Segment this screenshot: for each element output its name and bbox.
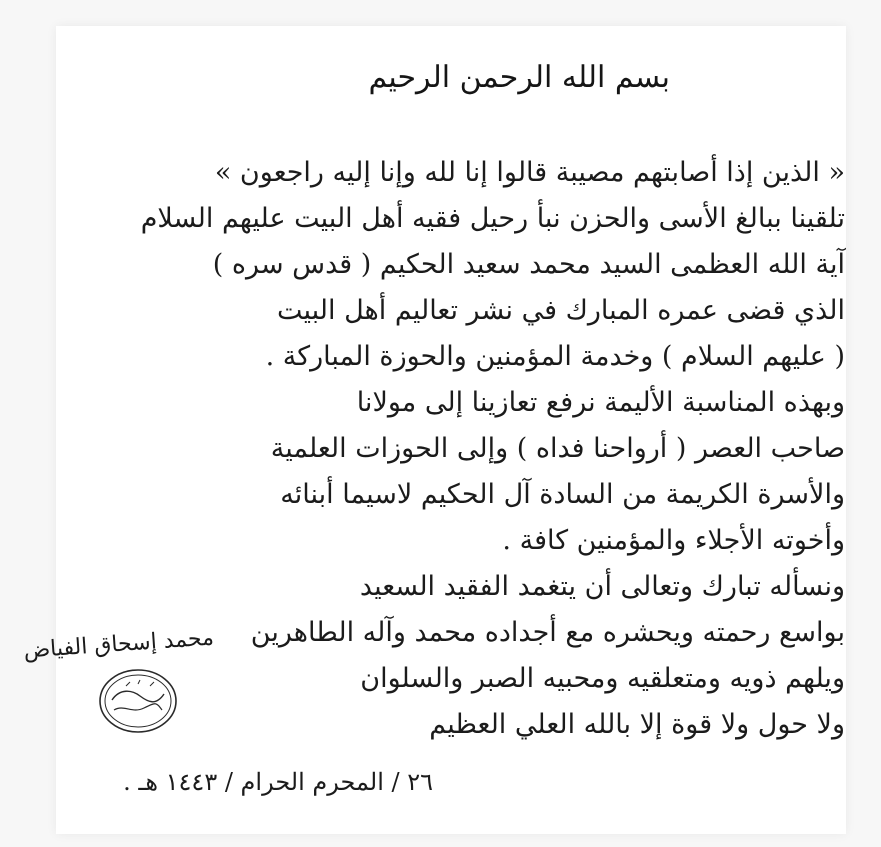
letter-line-10: ونسأله تبارك وتعالى أن يتغمد الفقيد السعيد	[359, 571, 845, 602]
letter-line-13: ولا حول ولا قوة إلا بالله العلي العظيم	[429, 709, 845, 740]
letter-line-9: وأخوته الأجلاء والمؤمنين كافة .	[502, 525, 845, 556]
seal-icon	[96, 666, 180, 736]
document-date: ٢٦ / المحرم الحرام / ١٤٤٣ هـ .	[123, 768, 433, 796]
letter-line-6: وبهذه المناسبة الأليمة نرفع تعازينا إلى مولانا	[356, 387, 845, 418]
letter-line-7: صاحب العصر ( أرواحنا فداه ) وإلى الحوزات العلمية	[270, 433, 845, 464]
signature-seal-block	[22, 625, 216, 746]
letter-line-5: ( عليهم السلام ) وخدمة المؤمنين والحوزة المباركة .	[265, 341, 845, 372]
letter-line-2: تلقينا ببالغ الأسى والحزن نبأ رحيل فقيه أهل البيت عليهم السلام	[140, 203, 845, 234]
letter-line-3: آية الله العظمى السيد محمد سعيد الحكيم ( قدس سره )	[212, 249, 845, 280]
letter-line-12: ويلهم ذويه ومتعلقيه ومحبيه الصبر والسلوان	[360, 663, 845, 694]
letter-line-4: الذي قضى عمره المبارك في نشر تعاليم أهل البيت	[276, 295, 845, 326]
letter-line-11: بواسع رحمته ويحشره مع أجداده محمد وآله الطاهرين	[250, 617, 845, 648]
signature: محمد إسحاق الفياض	[22, 625, 215, 664]
basmala-heading: بسم الله الرحمن الرحيم	[368, 60, 670, 95]
letter-line-1: « الذين إذا أصابتهم مصيبة قالوا إنا لله وإنا إليه راجعون »	[214, 157, 845, 188]
letter-line-8: والأسرة الكريمة من السادة آل الحكيم لاسيما أبنائه	[280, 479, 845, 510]
